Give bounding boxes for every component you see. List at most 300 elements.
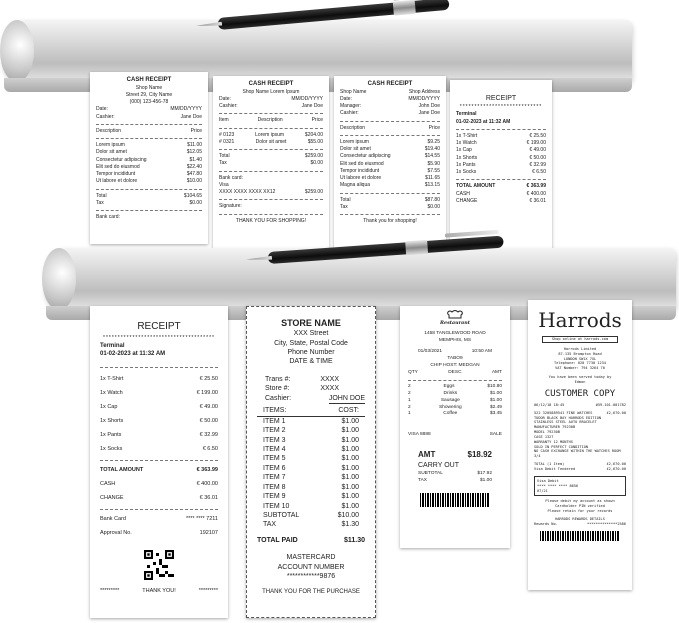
item-qty: 2 — [408, 404, 411, 410]
item-price: $1.00 — [341, 436, 359, 444]
cost-label: COST: — [338, 407, 359, 415]
list-item — [263, 417, 359, 426]
tax-value: $1.00 — [479, 478, 492, 484]
cashier-value: Jane Doe — [180, 113, 202, 120]
total-label: TOTAL (1 Item) — [534, 462, 565, 467]
rewards-value: **************2586 — [587, 521, 626, 526]
date-value: MM/DD/YYYY — [291, 95, 323, 102]
total-value: € 363.99 — [526, 183, 546, 190]
rewards-row — [534, 522, 626, 527]
item-name: ITEM 9 — [263, 493, 286, 501]
item-price: € 6.50 — [202, 445, 218, 452]
visa-label: Visa — [219, 181, 229, 188]
date-label: Date: — [96, 106, 108, 113]
sale-label: SALE — [489, 432, 502, 438]
receipt-cash-2 — [213, 76, 329, 248]
trans-block — [257, 375, 365, 404]
cashier-value: Jane Doe — [301, 103, 323, 110]
item-name: ITEM 4 — [263, 445, 286, 453]
item-line: TUDOR BLACK BAY HARRODS EDITION — [534, 415, 602, 420]
change-label: CHANGE — [456, 197, 478, 204]
tax-value: $0.00 — [310, 160, 323, 167]
item-price: € 25.50 — [199, 376, 218, 383]
qr-code-icon — [144, 550, 174, 580]
receipt-restaurant — [400, 306, 510, 548]
divider — [219, 149, 323, 150]
info-label: Date: — [340, 95, 352, 102]
item-price: $5.90 — [427, 160, 440, 167]
date-row — [219, 96, 323, 103]
item-name: ITEM 6 — [263, 464, 286, 472]
thanks-text: Thank you for shopping! — [363, 218, 417, 225]
item-name: 1x Shorts — [100, 418, 124, 425]
total-value: € 363.99 — [196, 466, 218, 473]
stars-left: ********* — [100, 587, 120, 594]
list-item — [340, 182, 440, 189]
receipt-title: RECEIPT — [485, 95, 517, 102]
store-label: Store #: — [265, 385, 290, 393]
terminal-date: 01-02-2023 at 11:32 AM — [456, 118, 511, 125]
item-name: 1x Pants — [100, 432, 122, 438]
item-name: ITEM 8 — [263, 483, 286, 491]
item-qty: 1 — [408, 397, 411, 403]
items-header — [257, 406, 365, 416]
retain-line: Please retain for your records — [547, 509, 613, 514]
tax-row — [96, 200, 202, 207]
receipt-harrods — [528, 300, 632, 590]
date-value: 06/12/18 18:45 — [534, 402, 565, 407]
store-row — [265, 384, 365, 393]
item-price: € 49.00 — [199, 404, 218, 411]
card-box — [534, 476, 626, 497]
table-number: TABO9 — [447, 355, 463, 361]
date-label: Date: — [219, 95, 231, 102]
divider — [100, 460, 218, 461]
item-name: Elit sed do eiusmod — [340, 160, 384, 167]
item-line: WARRANTY 12 MONTHS — [534, 439, 573, 444]
terminal-date: 01-02-2023 at 11:32 AM — [100, 351, 166, 358]
tax-label: TAX — [418, 478, 427, 484]
cashier-label: Cashier: — [96, 113, 115, 120]
item-name: Elit sed do eiusmod — [96, 163, 140, 170]
total-row — [456, 183, 546, 190]
receipt-title: CASH RECEIPT — [126, 77, 172, 83]
receipt-cash-1 — [90, 72, 208, 244]
item-price: $1.00 — [341, 483, 359, 491]
item-price: $55.00 — [307, 138, 323, 145]
info-row — [340, 110, 440, 117]
list-item — [408, 398, 502, 405]
item-price: $1.00 — [341, 464, 359, 472]
item-line: MANUFACTURER 79230B — [534, 425, 576, 430]
rail-end-cap — [0, 20, 34, 82]
item-name: 1x Shorts — [456, 154, 478, 161]
served-name: Edmon — [574, 379, 586, 384]
desc-header: DESC — [448, 369, 462, 375]
divider — [456, 129, 546, 130]
item-line: 522 3205889541 FINE WATCHES — [534, 410, 593, 415]
item-line: MODEL 79230B — [534, 430, 560, 435]
terminal-label: Terminal — [456, 111, 477, 118]
cash-row — [100, 481, 218, 489]
total-row — [96, 193, 202, 200]
total-label: TOTAL AMOUNT — [100, 466, 144, 473]
item-price: $14.55 — [424, 153, 440, 160]
list-item — [408, 411, 502, 418]
item-price: € 49.00 — [529, 147, 546, 154]
info-label: Manager: — [340, 103, 362, 110]
info-row — [340, 89, 440, 96]
item-header: Item — [219, 117, 229, 124]
item-name: Consectetur adipiscing — [96, 156, 147, 163]
approval-value: 192107 — [199, 529, 218, 536]
list-item — [340, 139, 440, 146]
restaurant-address: 1458 TANGLEWOOD ROAD — [424, 330, 486, 336]
amount-label: AMT — [418, 450, 436, 460]
list-item — [340, 175, 440, 182]
subtotal-value: $10.00 — [337, 512, 359, 520]
item-name: Dolor sit amet — [255, 138, 287, 145]
list-item — [263, 426, 359, 435]
visa-value: £2,670.00 — [606, 467, 626, 472]
item-price: € 6.50 — [532, 169, 546, 176]
subtotal-row — [263, 511, 359, 520]
list-item — [456, 155, 546, 162]
list-item — [340, 146, 440, 153]
tax-value: $0.00 — [189, 199, 202, 206]
tax-label: Tax — [96, 199, 104, 206]
item-row — [534, 411, 626, 416]
total-paid-row — [257, 536, 365, 545]
trans-row — [265, 375, 365, 384]
list-item — [100, 446, 218, 454]
list-item — [100, 376, 218, 384]
cashier-row — [96, 114, 202, 121]
item-price: $1.00 — [341, 474, 359, 482]
item-price: $2.49 — [489, 404, 502, 410]
tax-value: $1.30 — [341, 521, 359, 529]
item-name: Ut labore et dolore — [340, 175, 382, 182]
rewards-title: HARRODS REWARDS DETAILS — [555, 516, 605, 521]
item-name: Dolor sit amet — [340, 146, 371, 153]
date-row — [96, 106, 202, 113]
item-price: $1.00 — [341, 417, 359, 425]
total-paid-value: $11.30 — [343, 536, 365, 544]
total-value: $87.80 — [424, 196, 440, 203]
receipt-terminal — [90, 306, 228, 618]
divider — [340, 193, 440, 194]
datetime-row — [534, 403, 626, 408]
restaurant-brand: Restaurant — [440, 320, 470, 326]
store-city: City, State, Postal Code — [274, 339, 348, 347]
shop-name: Shop Name — [135, 84, 163, 91]
tax-row — [408, 478, 502, 485]
bank-card-value: **** **** 7211 — [185, 515, 218, 522]
bank-card-label: Bank card: — [96, 214, 120, 221]
store-name: STORE NAME — [281, 318, 341, 328]
transaction-id: #59-101-001782 — [595, 402, 626, 407]
signature-label: Signature: — [219, 203, 242, 210]
item-price: $7.55 — [427, 167, 440, 174]
bank-card-row — [100, 516, 218, 524]
desc-header: Description — [257, 117, 283, 124]
list-item — [263, 473, 359, 482]
stars-divider: **************************** — [459, 104, 543, 111]
subtotal-value: $17.92 — [477, 471, 492, 477]
chip-host: CHIP HOST: MEDGAN — [430, 362, 480, 368]
list-item — [340, 168, 440, 175]
item-name: 1x T-Shirt — [456, 132, 478, 139]
list-item — [100, 432, 218, 440]
approval-row — [100, 530, 218, 538]
price-header: Price — [428, 124, 440, 131]
item-price: $10.80 — [487, 383, 502, 389]
barcode — [420, 493, 490, 507]
rewards-label: Rewards No. — [534, 521, 558, 526]
divider — [96, 124, 202, 125]
tax-row — [340, 204, 440, 211]
list-item — [408, 384, 502, 391]
trans-label: Trans #: — [265, 375, 291, 383]
info-value: John Doe — [418, 103, 440, 110]
item-price: $9.25 — [427, 138, 440, 145]
item-name: Tempor incididunt — [96, 171, 136, 178]
item-price: $19.40 — [424, 146, 440, 153]
list-item — [96, 178, 202, 185]
change-row — [100, 495, 218, 503]
rail-end-cap — [42, 248, 76, 310]
thanks-text: THANK YOU FOR THE PURCHASE — [262, 588, 360, 595]
divider — [219, 128, 323, 129]
subtotal-label: SUBTOTAL — [418, 471, 443, 477]
list-item — [456, 147, 546, 154]
thanks-text: THANK YOU! — [142, 587, 176, 594]
receipt-title: CASH RECEIPT — [367, 81, 413, 87]
item-price: £2,670.00 — [606, 410, 626, 415]
cashier-label: Cashier: — [265, 394, 292, 402]
harrods-logo: Harrods — [538, 308, 622, 332]
cashier-row — [265, 394, 365, 404]
card-row — [219, 189, 323, 196]
item-price: $10.00 — [186, 178, 202, 185]
stars-divider: ************************************** — [103, 334, 215, 341]
item-name: 1x T-Shirt — [100, 376, 124, 383]
cashier-value: JOHN DOE — [329, 394, 365, 404]
total-label: Total — [219, 153, 230, 160]
store-datetime: DATE & TIME — [289, 358, 333, 366]
item-name: 1x Socks — [100, 445, 123, 452]
cash-value: € 400.00 — [196, 480, 218, 487]
item-name: Lorem ipsum — [96, 142, 125, 149]
phone-line: Telephone: 020 7730 1234 — [554, 361, 606, 366]
item-price: $1.00 — [489, 390, 502, 396]
item-line: NO CASH EXCHANGE WITHIN THE WATCHES ROOM 3/4 — [534, 449, 621, 459]
cash-row — [456, 191, 546, 198]
item-name: 1x Cap — [100, 404, 118, 411]
divider — [219, 171, 323, 172]
amt-header: AMT — [491, 369, 502, 375]
pen-band — [405, 240, 428, 256]
total-label: Total — [340, 196, 351, 203]
list-item — [456, 140, 546, 147]
tax-row — [219, 160, 323, 167]
approval-label: Approval No. — [100, 529, 132, 536]
divider — [219, 199, 323, 200]
item-qty: 2 — [408, 383, 411, 389]
item-price: € 50.00 — [199, 418, 218, 425]
divider — [100, 367, 218, 368]
card-type: Visa Debit — [537, 478, 559, 483]
change-value: € 36.01 — [199, 494, 218, 501]
address-line: 87-135 Brompton Road — [558, 351, 602, 356]
item-price: € 32.99 — [529, 161, 546, 168]
item-price: € 199.00 — [526, 140, 546, 147]
item-name: ITEM 2 — [263, 427, 286, 435]
info-value: Jane Doe — [418, 110, 440, 117]
item-name: Coffee — [443, 411, 458, 417]
item-name: Tempor incididunt — [340, 167, 380, 174]
list-item — [456, 162, 546, 169]
total-paid-label: TOTAL PAID — [257, 536, 298, 544]
shop-street: Street 29, City Name — [125, 91, 173, 98]
item-price: $204.00 — [304, 131, 323, 138]
datetime-row — [408, 349, 502, 356]
item-name: Dolor sit amet — [96, 149, 127, 156]
divider — [340, 135, 440, 136]
list-item — [263, 436, 359, 445]
info-row — [340, 96, 440, 103]
visa-row — [534, 467, 626, 472]
item-name: 1x Pants — [456, 161, 476, 168]
stars-right: ********* — [198, 587, 218, 594]
card-amount: $259.00 — [304, 189, 323, 196]
total-row — [219, 153, 323, 160]
item-name: Magna aliqua — [340, 182, 371, 189]
info-label: Cashier: — [340, 110, 359, 117]
chef-hat-icon — [446, 310, 464, 320]
item-name: 1x Watch — [100, 390, 123, 397]
item-name: Ut labore et dolore — [96, 178, 138, 185]
item-qty: 1 — [408, 411, 411, 417]
divider — [100, 509, 218, 510]
item-price: $11.65 — [425, 175, 440, 182]
item-price: $1.00 — [341, 455, 359, 463]
item-name: 1x Cap — [456, 147, 472, 154]
item-price: $13.15 — [424, 182, 440, 189]
shop-phone: (000) 123-456-78 — [129, 99, 169, 106]
list-item — [96, 142, 202, 149]
amount-value: $18.92 — [467, 450, 492, 460]
item-price: € 50.00 — [529, 154, 546, 161]
item-name: ITEM 10 — [263, 502, 290, 510]
cashier-label: Cashier: — [219, 103, 238, 110]
desc-header: Description — [340, 124, 366, 131]
list-item — [263, 445, 359, 454]
header-row — [408, 370, 502, 377]
carry-out-label: CARRY OUT — [418, 461, 459, 469]
receipt-terminal-small — [450, 80, 552, 250]
total-value: $104.65 — [183, 192, 202, 199]
tax-row — [263, 520, 359, 529]
tax-label: Tax — [340, 203, 348, 210]
divider — [219, 113, 323, 114]
store-value: XXXX — [320, 385, 339, 393]
price-header: Price — [311, 117, 323, 124]
item-code: # 0321 — [219, 138, 235, 145]
list-item — [456, 169, 546, 176]
item-price: $11.00 — [187, 142, 202, 149]
list-item — [263, 454, 359, 463]
item-name: ITEM 3 — [263, 436, 286, 444]
total-value: $259.00 — [304, 153, 323, 160]
item-name: Drinks — [443, 390, 458, 396]
item-line: STAINLESS STEEL AUTO BRACELET — [534, 420, 597, 425]
cash-label: CASH — [100, 480, 116, 487]
receipt-store — [246, 306, 376, 618]
info-label: Shop Name — [340, 88, 367, 95]
item-name: Lorem ipsum — [255, 131, 285, 138]
item-price: $22.40 — [186, 163, 202, 170]
list-item — [340, 153, 440, 160]
receipt-title: CASH RECEIPT — [248, 81, 294, 87]
divider — [340, 214, 440, 215]
change-row — [456, 198, 546, 205]
list-item — [96, 164, 202, 171]
list-item — [263, 483, 359, 492]
shop-name: Shop Name Lorem Ipsum — [242, 88, 300, 95]
total-label: Total — [96, 192, 107, 199]
divider — [96, 210, 202, 211]
account-label: ACCOUNT NUMBER — [277, 563, 345, 571]
item-line: SOLD IN PERFECT CONDITION — [534, 444, 589, 449]
item-price: $47.80 — [186, 171, 202, 178]
divider — [408, 380, 502, 381]
list-item — [263, 502, 359, 511]
tax-value: $0.00 — [427, 203, 440, 210]
item-price: $1.00 — [341, 427, 359, 435]
header-row — [219, 117, 323, 124]
divider — [219, 214, 323, 215]
list-item — [340, 161, 440, 168]
tax-label: TAX — [263, 521, 277, 529]
footer-row — [100, 588, 218, 596]
web-label: Shop online at harrods.com — [542, 336, 618, 343]
cash-label: CASH — [456, 190, 470, 197]
change-value: € 36.01 — [529, 197, 546, 204]
change-label: CHANGE — [100, 494, 124, 501]
list-item — [96, 149, 202, 156]
date-value: MM/DD/YYYY — [170, 106, 202, 113]
bank-card-label: Bank Card — [100, 515, 126, 522]
cashier-row — [219, 103, 323, 110]
time-value: 10:50 AM — [471, 348, 492, 354]
item-price: € 32.99 — [199, 432, 218, 438]
item-price: € 25.50 — [529, 132, 546, 139]
item-name: Eggs — [443, 383, 455, 389]
divider — [96, 189, 202, 190]
list-item — [219, 139, 323, 146]
item-name: Sausage — [440, 397, 460, 403]
pin-line: Cardholder PIN verified — [555, 504, 605, 509]
item-price: $12.05 — [186, 149, 202, 156]
item-name: ITEM 1 — [263, 417, 286, 425]
served-line: You have been served today by — [548, 375, 612, 380]
debit-line: Please debit my account as shown — [545, 499, 615, 504]
price-header: Price — [190, 127, 202, 134]
list-item — [100, 390, 218, 398]
item-code: # 0123 — [219, 131, 235, 138]
cash-value: € 400.00 — [526, 190, 546, 197]
